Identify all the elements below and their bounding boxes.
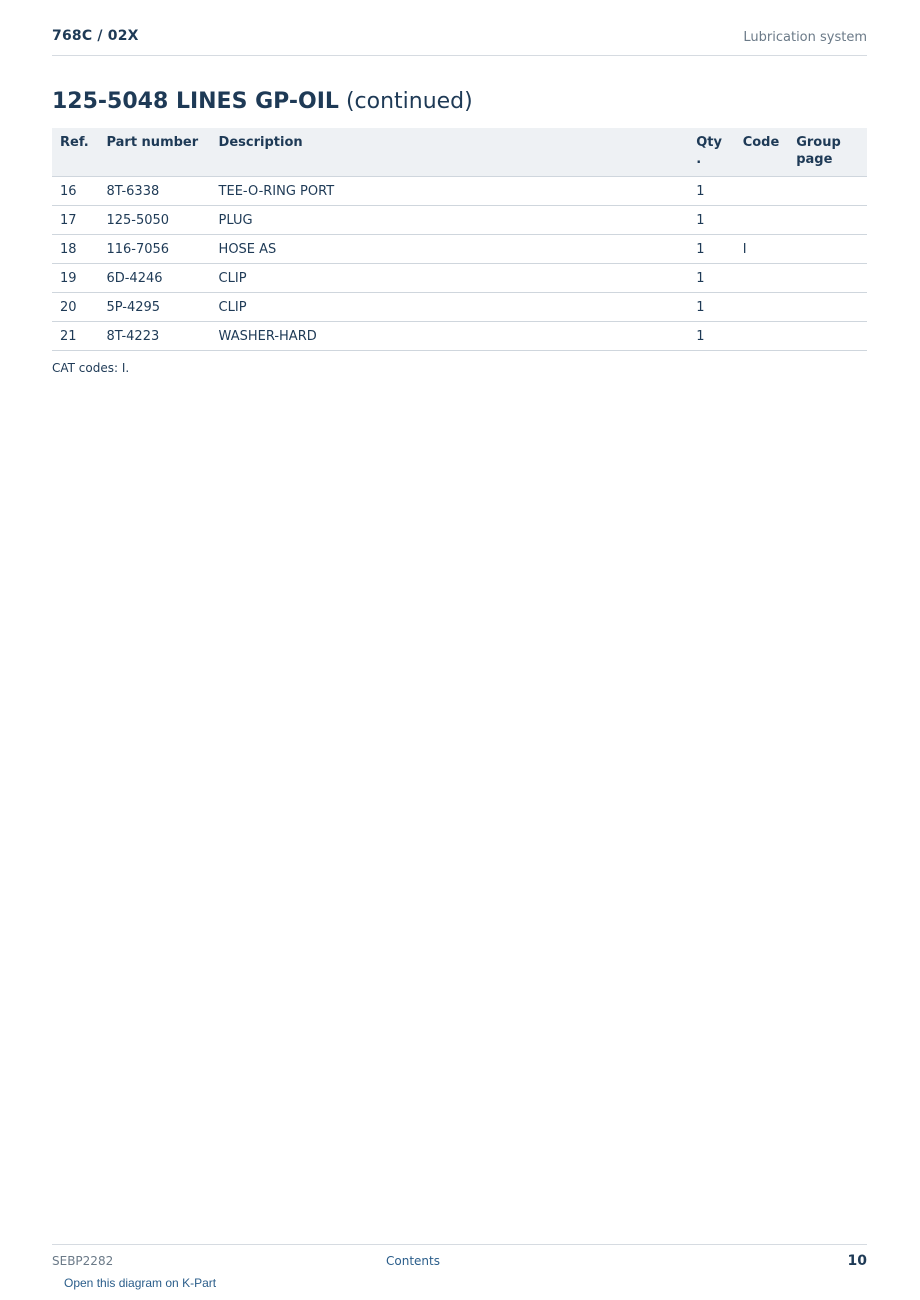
cell-group-page bbox=[788, 177, 867, 206]
column-header-ref: Ref. bbox=[52, 128, 98, 177]
cell-part-number: 8T-4223 bbox=[98, 322, 210, 351]
cell-description: PLUG bbox=[211, 206, 689, 235]
parts-table-body bbox=[52, 177, 867, 351]
header-row bbox=[52, 128, 867, 177]
cell-ref: 16 bbox=[52, 177, 98, 206]
cell-part-number: 125-5050 bbox=[98, 206, 210, 235]
cell-description: CLIP bbox=[211, 264, 689, 293]
cell-description: TEE-O-RING PORT bbox=[211, 177, 689, 206]
cell-group-page bbox=[788, 264, 867, 293]
cell-ref: 20 bbox=[52, 293, 98, 322]
page-footer bbox=[52, 1244, 867, 1275]
table-row bbox=[52, 322, 867, 351]
column-header-group-line2: page bbox=[796, 152, 833, 167]
cell-group-page bbox=[788, 206, 867, 235]
page-header bbox=[52, 28, 867, 56]
table-row bbox=[52, 293, 867, 322]
cell-part-number: 5P-4295 bbox=[98, 293, 210, 322]
cell-description: HOSE AS bbox=[211, 235, 689, 264]
column-header-qty bbox=[688, 128, 734, 177]
page-title-main: 125-5048 LINES GP-OIL bbox=[52, 89, 339, 114]
cell-ref: 19 bbox=[52, 264, 98, 293]
parts-table-header bbox=[52, 128, 867, 177]
cell-qty: 1 bbox=[688, 235, 734, 264]
table-row bbox=[52, 235, 867, 264]
cell-qty: 1 bbox=[688, 264, 734, 293]
cell-code bbox=[735, 264, 789, 293]
cell-code bbox=[735, 206, 789, 235]
parts-table bbox=[52, 128, 867, 351]
cell-qty: 1 bbox=[688, 322, 734, 351]
table-row bbox=[52, 206, 867, 235]
cat-codes-note: CAT codes: I. bbox=[52, 361, 130, 375]
cell-group-page bbox=[788, 235, 867, 264]
cell-code bbox=[735, 293, 789, 322]
cell-code bbox=[735, 177, 789, 206]
column-header-group-page bbox=[788, 128, 867, 177]
cell-ref: 18 bbox=[52, 235, 98, 264]
cell-qty: 1 bbox=[688, 177, 734, 206]
cell-ref: 17 bbox=[52, 206, 98, 235]
column-header-part-number: Part number bbox=[98, 128, 210, 177]
open-in-kpart-link[interactable]: Open this diagram on K-Part bbox=[64, 1276, 217, 1290]
contents-link[interactable]: Contents bbox=[386, 1254, 440, 1268]
cell-group-page bbox=[788, 322, 867, 351]
footer-document-number: SEBP2282 bbox=[52, 1254, 114, 1268]
column-header-group-line1: Group bbox=[796, 135, 841, 150]
header-section-title: Lubrication system bbox=[743, 30, 867, 45]
header-model: 768C / 02X bbox=[52, 28, 139, 44]
column-header-code: Code bbox=[735, 128, 789, 177]
cell-description: CLIP bbox=[211, 293, 689, 322]
cell-qty: 1 bbox=[688, 293, 734, 322]
cell-group-page bbox=[788, 293, 867, 322]
page-title bbox=[52, 89, 473, 114]
footer-page-number: 10 bbox=[847, 1253, 867, 1269]
cell-code: I bbox=[735, 235, 789, 264]
cell-part-number: 8T-6338 bbox=[98, 177, 210, 206]
cell-part-number: 6D-4246 bbox=[98, 264, 210, 293]
table-row bbox=[52, 264, 867, 293]
cell-qty: 1 bbox=[688, 206, 734, 235]
cell-ref: 21 bbox=[52, 322, 98, 351]
column-header-qty-line1: Qty bbox=[696, 135, 722, 150]
page-title-suffix: (continued) bbox=[345, 89, 473, 114]
cell-description: WASHER-HARD bbox=[211, 322, 689, 351]
cell-code bbox=[735, 322, 789, 351]
cell-part-number: 116-7056 bbox=[98, 235, 210, 264]
column-header-qty-line2: . bbox=[696, 152, 702, 167]
column-header-description: Description bbox=[211, 128, 689, 177]
table-row bbox=[52, 177, 867, 206]
